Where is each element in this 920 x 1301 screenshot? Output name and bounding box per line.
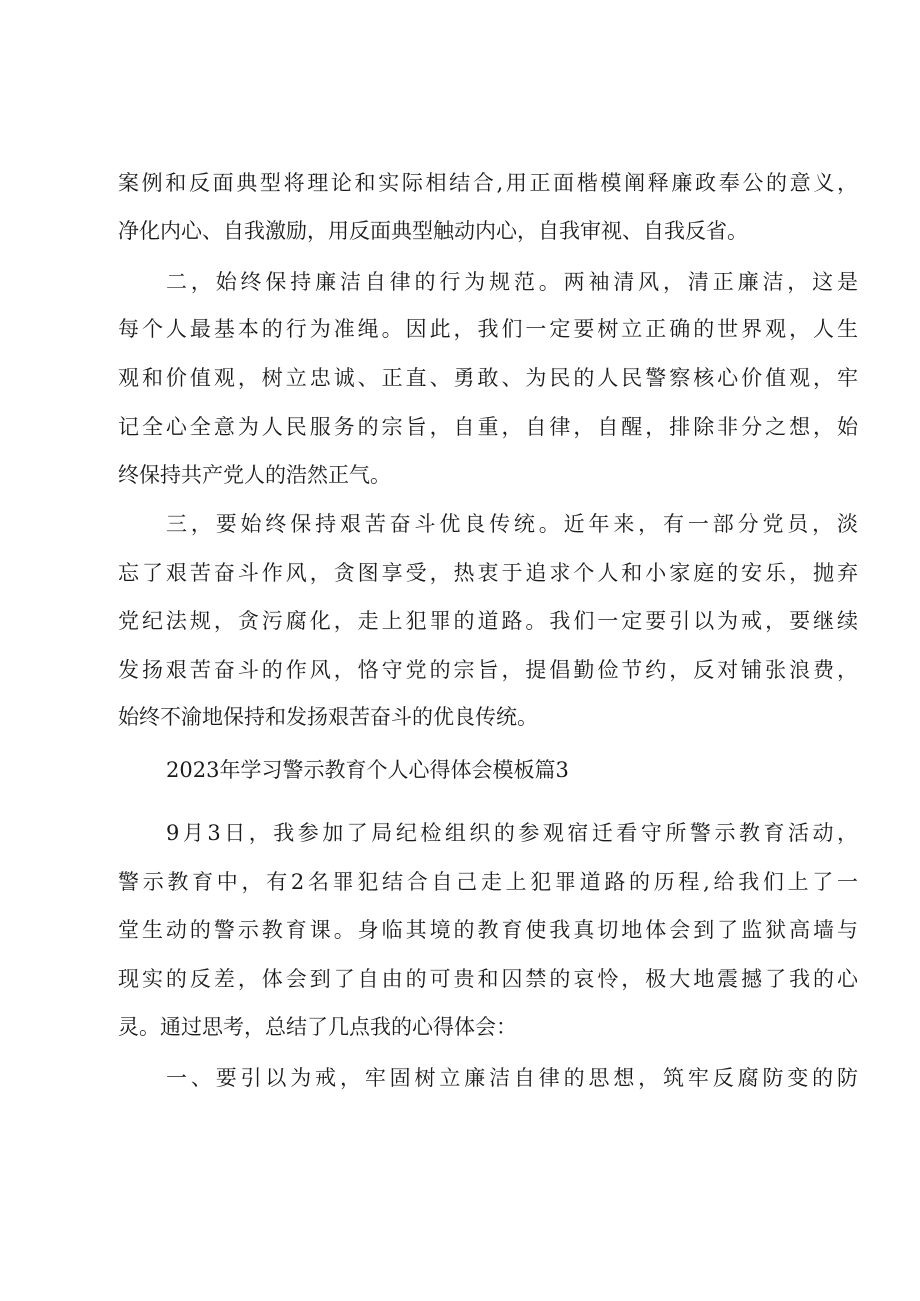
paragraph-line: 忘了艰苦奋斗作风，贪图享受，热衷于追求个人和小家庭的安乐，抛弃 [118, 561, 858, 585]
paragraph-line: 警示教育中，有2名罪犯结合自己走上犯罪道路的历程,给我们上了一 [118, 870, 858, 894]
paragraph-line: 净化内心、自我激励，用反面典型触动内心，自我审视、自我反省。 [118, 219, 748, 243]
paragraph-line: 一、要引以为戒，牢固树立廉洁自律的思想，筑牢反腐防变的防 [166, 1066, 858, 1090]
paragraph-line: 案例和反面典型将理论和实际相结合,用正面楷模阐释廉政奉公的意义， [118, 171, 858, 195]
paragraph-line: 现实的反差，体会到了自由的可贵和囚禁的哀怜，极大地震撼了我的心 [118, 967, 858, 991]
paragraph-line: 观和价值观，树立忠诚、正直、勇敢、为民的人民警察核心价值观，牢 [118, 366, 858, 390]
paragraph-line: 9月3日，我参加了局纪检组织的参观宿迁看守所警示教育活动， [166, 821, 858, 845]
paragraph-line: 党纪法规，贪污腐化，走上犯罪的道路。我们一定要引以为戒，要继续 [118, 609, 858, 633]
paragraph-line: 二，始终保持廉洁自律的行为规范。两袖清风，清正廉洁，这是 [166, 270, 858, 294]
section-heading: 2023年学习警示教育个人心得体会模板篇3 [166, 758, 569, 782]
paragraph-line: 三，要始终保持艰苦奋斗优良传统。近年来，有一部分党员，淡 [166, 512, 858, 536]
paragraph-line: 灵。通过思考，总结了几点我的心得体会： [118, 1015, 517, 1039]
paragraph-line: 记全心全意为人民服务的宗旨，自重，自律，自醒，排除非分之想，始 [118, 415, 858, 439]
paragraph-line: 终保持共产党人的浩然正气。 [118, 463, 391, 487]
paragraph-line: 每个人最基本的行为准绳。因此，我们一定要树立正确的世界观，人生 [118, 317, 858, 341]
paragraph-line: 堂生动的警示教育课。身临其境的教育使我真切地体会到了监狱高墙与 [118, 918, 858, 942]
paragraph-line: 始终不渝地保持和发扬艰苦奋斗的优良传统。 [118, 705, 538, 729]
paragraph-line: 发扬艰苦奋斗的作风，恪守党的宗旨，提倡勤俭节约，反对铺张浪费， [118, 658, 858, 682]
